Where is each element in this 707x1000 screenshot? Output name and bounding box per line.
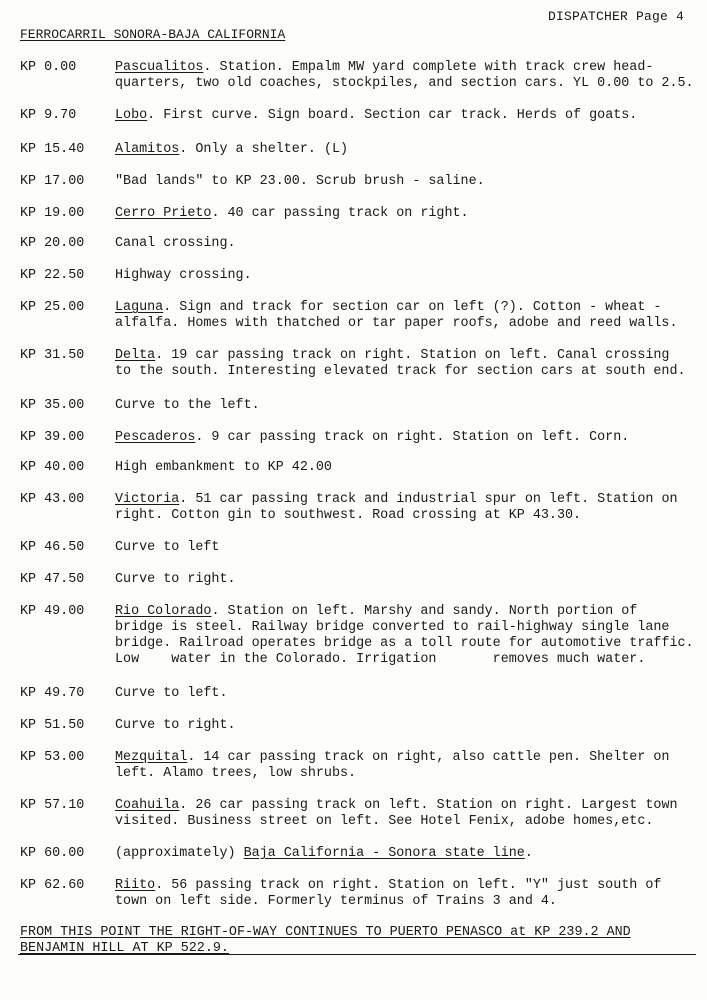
station-name: Lobo — [115, 108, 148, 123]
kp-value: KP 60.00 — [20, 846, 85, 861]
station-name: Cerro Prieto — [115, 206, 212, 221]
description-text: "Bad lands" to KP 23.00. Scrub brush - saline. — [115, 174, 485, 189]
kp-value: KP 39.00 — [20, 430, 85, 445]
description-text: . 14 car passing track on right, also cattle pen. Shelter on left. Alamo trees, low shrubs. — [115, 750, 670, 781]
railway-title: FERROCARRIL SONORA-BAJA CALIFORNIA — [20, 27, 286, 42]
kp-description — [115, 300, 700, 332]
description-text: Curve to right. — [115, 572, 236, 587]
description-text: Highway crossing. — [115, 268, 252, 283]
kp-description — [115, 718, 700, 734]
station-name: Delta — [115, 348, 156, 363]
description-text: Curve to left — [115, 540, 220, 555]
kp-value: KP 9.70 — [20, 108, 77, 123]
description-text: . Sign and track for section car on left (?). Cotton - wheat - alfalfa. Homes with thatched or tar paper roofs, adobe and reed walls. — [115, 300, 678, 331]
station-name: Pascualitos — [115, 60, 204, 75]
kp-value: KP 57.10 — [20, 798, 85, 813]
kp-value: KP 49.00 — [20, 604, 85, 619]
kp-description — [115, 206, 700, 222]
description-text: . 40 car passing track on right. — [211, 206, 469, 221]
kp-description — [115, 348, 700, 380]
station-name: Laguna — [115, 300, 164, 315]
kp-description — [115, 142, 700, 158]
station-name: Coahuila — [115, 798, 180, 813]
kp-value: KP 19.00 — [20, 206, 85, 221]
kp-description — [115, 878, 700, 910]
description-text: . Station on left. Marshy and sandy. North portion of bridge is steel. Railway bridge converted to rail-highway single lane bridge. Railroad operates bridge as a toll route for automotive traffic. Low water in the Colorado. Irrigation removes much water. — [115, 604, 694, 667]
kp-value: KP 22.50 — [20, 268, 85, 283]
description-text: . First curve. Sign board. Section car track. Herds of goats. — [147, 108, 638, 123]
kp-value: KP 17.00 — [20, 174, 85, 189]
kp-value: KP 46.50 — [20, 540, 85, 555]
kp-description — [115, 572, 700, 588]
state-line-label: Baja California - Sonora state line — [243, 846, 525, 861]
description-text: . 56 passing track on right. Station on left. "Y" just south of town on left side. Formerly terminus of Trains 3 and 4. — [115, 878, 662, 909]
station-name: Victoria — [115, 492, 180, 507]
description-text: . 9 car passing track on right. Station on left. Corn. — [195, 430, 630, 445]
page-header-label: DISPATCHER Page 4 — [548, 9, 685, 24]
kp-value: KP 47.50 — [20, 572, 85, 587]
description-text: . — [524, 846, 533, 861]
description-text: Canal crossing. — [115, 236, 236, 251]
kp-description — [115, 108, 700, 124]
description-text: . Only a shelter. (L) — [179, 142, 349, 157]
kp-value: KP 35.00 — [20, 398, 85, 413]
kp-value: KP 62.60 — [20, 878, 85, 893]
station-name: Riito — [115, 878, 156, 893]
kp-value: KP 43.00 — [20, 492, 85, 507]
description-text: Curve to right. — [115, 718, 236, 733]
description-text: Curve to the left. — [115, 398, 260, 413]
kp-value: KP 0.00 — [20, 60, 77, 75]
description-text: . Station. Empalm MW yard complete with track crew head- quarters, two old coaches, stockpiles, and section cars. YL 0.00 to 2.5. — [115, 60, 694, 91]
kp-description — [115, 492, 700, 524]
kp-description — [115, 236, 700, 252]
description-text: Curve to left. — [115, 686, 228, 701]
footer-note: FROM THIS POINT THE RIGHT-OF-WAY CONTINUES TO PUERTO PENASCO at KP 239.2 AND BENJAMIN HILL AT KP 522.9. — [20, 925, 631, 956]
station-name: Mezquital — [115, 750, 188, 765]
kp-value: KP 20.00 — [20, 236, 85, 251]
description-text: . 51 car passing track and industrial spur on left. Station on right. Cotton gin to southwest. Road crossing at KP 43.30. — [115, 492, 678, 523]
kp-description — [115, 398, 700, 414]
kp-value: KP 40.00 — [20, 460, 85, 475]
kp-value: KP 49.70 — [20, 686, 85, 701]
kp-description — [115, 430, 700, 446]
kp-value: KP 25.00 — [20, 300, 85, 315]
kp-description — [115, 846, 700, 862]
kp-value: KP 51.50 — [20, 718, 85, 733]
station-name: Alamitos — [115, 142, 180, 157]
kp-description — [115, 798, 700, 830]
footer-rule — [18, 954, 696, 955]
kp-description — [115, 460, 700, 476]
station-name: Rio Colorado — [115, 604, 212, 619]
kp-description — [115, 750, 700, 782]
kp-description — [115, 268, 700, 284]
description-text: High embankment to KP 42.00 — [115, 460, 332, 475]
description-text: . 19 car passing track on right. Station on left. Canal crossing to the south. Interesting elevated track for section cars at south end. — [115, 348, 686, 379]
kp-value: KP 53.00 — [20, 750, 85, 765]
station-name: Pescaderos — [115, 430, 196, 445]
kp-value: KP 15.40 — [20, 142, 85, 157]
kp-description — [115, 60, 700, 92]
description-prefix: (approximately) — [115, 846, 244, 861]
kp-description — [115, 604, 700, 668]
kp-description — [115, 686, 700, 702]
kp-description — [115, 174, 700, 190]
kp-description — [115, 540, 700, 556]
kp-value: KP 31.50 — [20, 348, 85, 363]
description-text: . 26 car passing track on left. Station on right. Largest town visited. Business street on left. See Hotel Fenix, adobe homes,etc. — [115, 798, 678, 829]
